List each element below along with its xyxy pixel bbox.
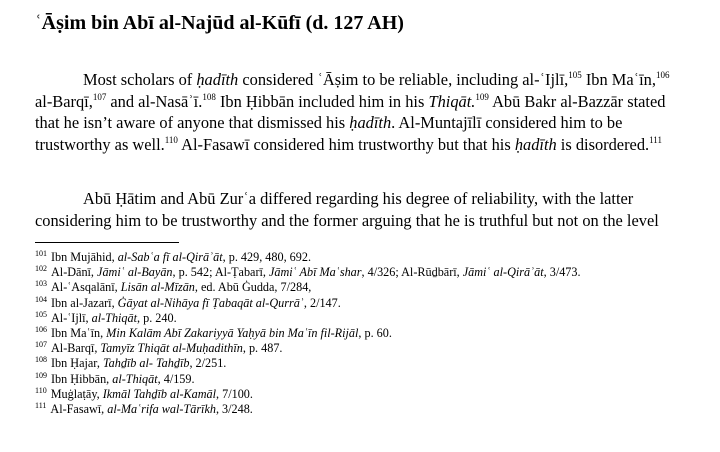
italic-text: Ġāyat al-Nihāya fī Ṭabaqāt al-Qurrāʾ (117, 295, 304, 310)
italic-text: Tamyīz Thiqāt al-Muḥadithīn (100, 341, 243, 356)
text-run: Ibn Ḥibbān, (51, 371, 113, 386)
footnote-number: 103 (35, 279, 47, 289)
text-run: Ibn Ḥajar, (51, 356, 103, 371)
footnote-number: 110 (35, 385, 47, 395)
italic-text: Tahḏīb al- Tahḏīb (102, 356, 190, 371)
footnote-number: 101 (35, 249, 47, 258)
italic-text: Min Kalām Abī Zakariyyā Yaḥyā bin Maʿīn fil-Rijāl (106, 326, 359, 341)
text-run: Ibn Ḥibbān included him in his (215, 91, 429, 111)
footnote (35, 341, 695, 356)
italic-text: Jāmiʿ al-Bayān (97, 265, 173, 280)
footnote (35, 311, 695, 326)
footnote-number: 108 (35, 355, 47, 365)
footnote-ref: 110 (164, 134, 178, 145)
footnote (35, 402, 695, 417)
footnote (35, 296, 695, 311)
footnotes-list (35, 250, 695, 417)
footnote (35, 280, 695, 295)
text-run: , 2/147. (303, 295, 341, 310)
text-run: Ibn al-Jazarī, (51, 295, 118, 310)
footnote (35, 265, 695, 280)
footnote-ref: 111 (649, 134, 662, 145)
footnote (35, 387, 695, 402)
text-run: Al-Fasawī, (50, 402, 108, 417)
text-run: , 4/326; Al-Rūḏbārī, (361, 265, 463, 280)
text-run: Al-Barqī, (51, 341, 101, 356)
italic-text: al-Thiqāt (112, 371, 158, 386)
text-run: Ibn Maʿīn, (51, 326, 107, 341)
italic-text: ḥadīth (196, 70, 239, 89)
footnote-ref: 106 (655, 70, 670, 80)
text-run: is disordered. (556, 134, 650, 154)
text-run: Ibn Mujāhid, (51, 250, 118, 264)
italic-text: ḥadīth (349, 113, 392, 132)
italic-text: al-Sabʿa fī al-Qirāʾāt (117, 250, 223, 264)
text-run: al-Barqī, (35, 91, 93, 111)
footnote-number: 109 (35, 370, 47, 380)
footnote-ref: 107 (92, 91, 107, 102)
text-run: , 4/159. (157, 371, 195, 386)
text-run: Al-ʿAsqalānī, (51, 280, 121, 295)
footnote-ref: 105 (568, 70, 582, 80)
italic-text: Lisān al-Mīzān (120, 280, 195, 295)
text-run: , p. 60. (358, 326, 392, 341)
text-run: . Al-Muntajīlī considered him to be trustworthy as well. (35, 113, 623, 154)
footnote-number: 107 (35, 340, 47, 350)
footnote-ref: 108 (202, 91, 216, 102)
text-run: , p. 429, 480, 692. (222, 250, 311, 264)
footnote-separator (35, 242, 179, 243)
paragraph (35, 69, 675, 155)
text-run: , p. 487. (242, 341, 283, 356)
footnote-number: 102 (35, 264, 47, 274)
italic-text: Jāmiʿ Abī Maʿshar (268, 265, 362, 280)
footnote (35, 356, 695, 371)
footnote-number: 105 (35, 309, 47, 319)
text-run: Abū Bakr al-Bazzār stated that he isn’t aware of anyone that dismissed his (35, 91, 666, 132)
text-run: Muġlaṭāy, (50, 386, 103, 401)
text-run: Al-Fasawī considered him trustworthy but that his (177, 134, 515, 154)
footnote (35, 250, 695, 265)
paragraph (35, 188, 675, 231)
footnote-number: 111 (35, 401, 47, 411)
text-run: , 7/100. (216, 386, 253, 401)
text-run: , p. 240. (137, 310, 177, 325)
text-run: , ed. Abū Ġudda, 7/284, (194, 280, 312, 295)
italic-text: Thiqāt. (428, 91, 476, 111)
italic-text: Ikmāl Tahḏīb al-Kamāl (102, 386, 217, 401)
footnote (35, 372, 695, 387)
footnote-number: 104 (35, 294, 47, 304)
italic-text: al-Thiqāt (91, 310, 137, 325)
text-run: Al-Dānī, (51, 265, 98, 280)
footnote-number: 106 (35, 325, 47, 335)
text-run: , 3/473. (543, 265, 581, 280)
text-run: , 3/248. (215, 402, 253, 417)
text-run: Al-ʿIjlī, (51, 310, 92, 325)
text-run: , p. 542; Al-Ṭabarī, (172, 265, 269, 280)
text-run: Most scholars of (83, 70, 197, 89)
italic-text: Jāmiʿ al-Qirāʾāt (462, 265, 544, 280)
text-run: , 2/251. (189, 356, 227, 371)
italic-text: al-Maʿrifa wal-Tārīkh (107, 402, 216, 417)
text-run: Ibn Maʿīn, (581, 70, 656, 89)
text-run: Abū Ḥātim and Abū Zurʿa differed regarding his degree of reliability, with the latter considering him to be trustworthy and the former arguing that he is truthful but not on the level (35, 189, 659, 230)
footnote (35, 326, 695, 341)
footnote-ref: 109 (475, 91, 489, 102)
italic-text: ḥadīth (514, 134, 557, 154)
text-run: and al-Nasāʾī. (106, 91, 203, 111)
text-run: considered ʿĀṣim to be reliable, including al-ʿIjlī, (238, 70, 569, 89)
section-heading: ʿĀṣim bin Abī al-Najūd al-Kūfī (d. 127 AH) (35, 12, 404, 34)
